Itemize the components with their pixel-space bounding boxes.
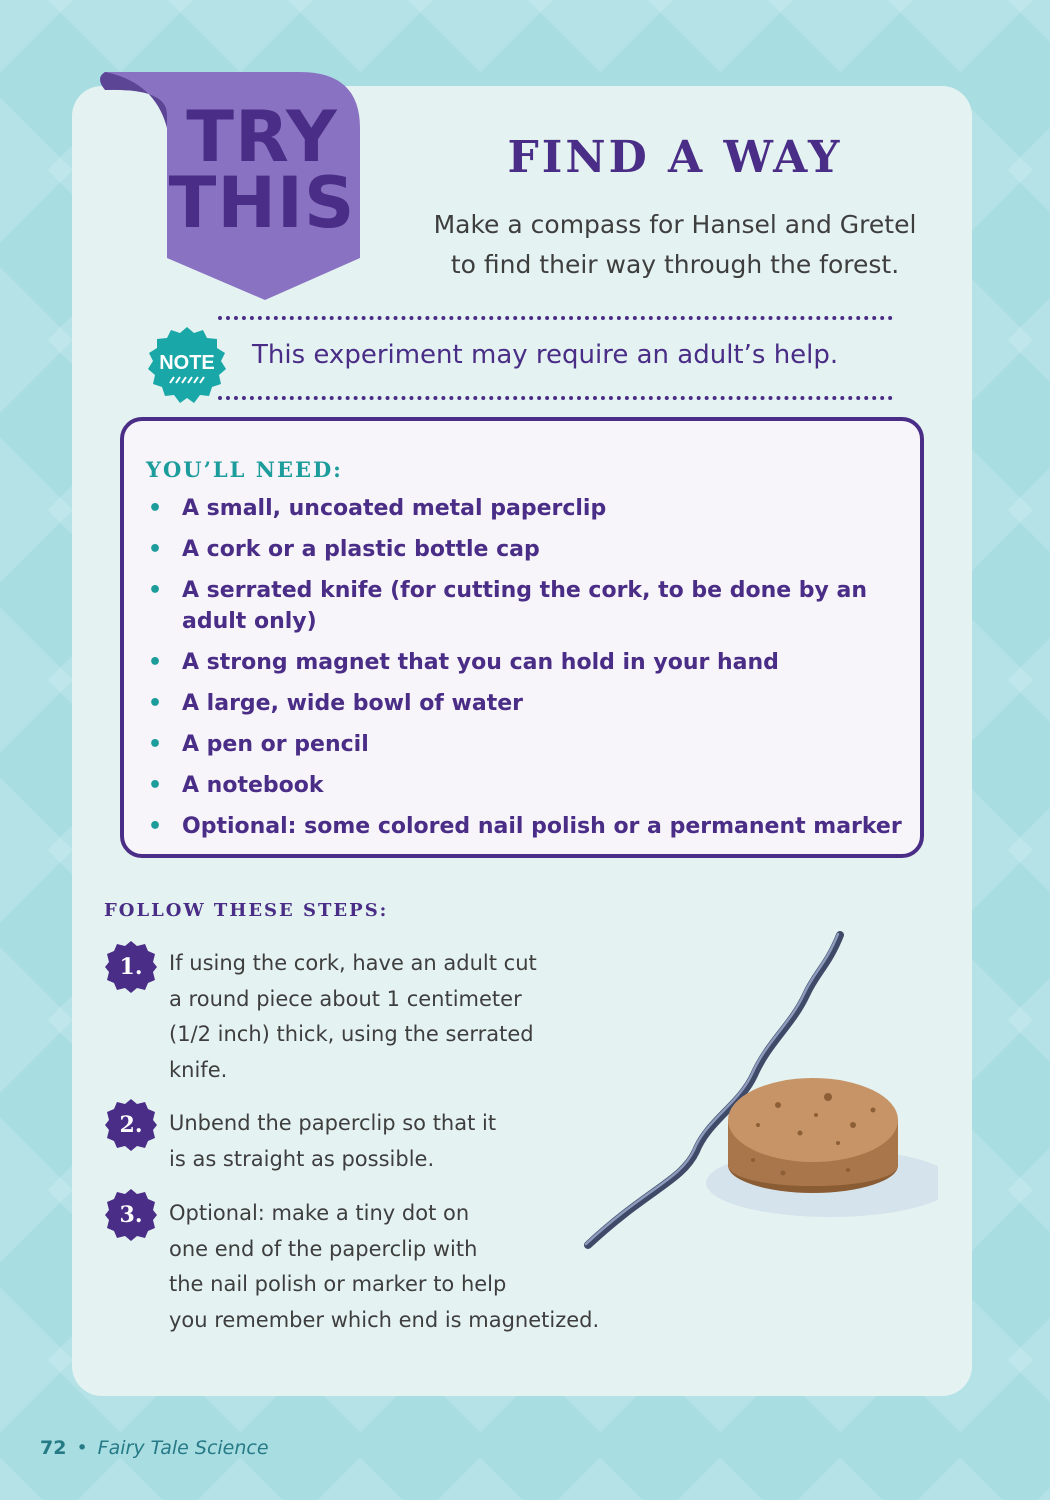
subtitle-line: Make a compass for Hansel and Gretel [433,210,917,239]
step-text [169,946,537,1088]
material-text: A cork or a plastic bottle cap [182,537,540,562]
materials-list [146,493,906,852]
book-title: Fairy Tale Science [97,1437,269,1459]
list-item [146,729,906,760]
try-label: TRY [186,96,338,178]
step-line: a round piece about 1 centimeter [169,986,522,1011]
try-this-banner [95,68,360,303]
note-text: This experiment may require an adult’s help. [252,340,839,370]
bullet-icon: • [148,650,163,675]
this-label: THIS [168,162,356,244]
list-item [146,688,906,719]
material-text: A large, wide bowl of water [182,691,523,716]
step-number: 1. [119,954,143,980]
step-line: (1/2 inch) thick, using the serrated [169,1022,534,1046]
materials-box [120,417,924,858]
page-number: 72 [40,1437,67,1459]
material-text: A small, uncoated metal paperclip [182,496,607,521]
list-item [146,770,906,801]
step-badge-icon [104,940,158,994]
step-line: one end of the paperclip with [169,1236,478,1261]
page-footer [40,1437,269,1459]
bullet-icon: • [148,773,163,798]
footer-separator: • [76,1437,88,1459]
step-line: the nail polish or marker to help [169,1272,507,1296]
subtitle-line: to find their way through the forest. [450,250,900,279]
paperclip-and-cork-illustration [578,925,938,1255]
step-number: 3. [119,1202,143,1228]
activity-subtitle [410,205,940,285]
material-text: Optional: some colored nail polish or a permanent marker [182,814,902,839]
step-badge-icon [104,1188,158,1242]
material-text: A serrated knife (for cutting the cork, to be done by an adult only) [182,578,868,634]
list-item [146,493,906,524]
list-item [146,811,906,842]
cork-slice-icon [706,1078,938,1217]
step-line: knife. [169,1057,228,1082]
dotted-divider-top [218,316,893,320]
bullet-icon: • [148,691,163,716]
step-badge-icon [104,1098,158,1152]
step-line: Optional: make a tiny dot on [169,1201,470,1225]
bullet-icon: • [148,496,163,521]
materials-heading: YOU’LL NEED: [146,457,343,482]
step-line: you remember which end is magnetized. [169,1307,600,1332]
bullet-icon: • [148,578,163,603]
step-line: If using the cork, have an adult cut [169,951,537,975]
step-text [169,1196,599,1338]
note-badge-label: NOTE [159,352,215,374]
note-badge-icon [146,325,228,407]
bullet-icon: • [148,814,163,839]
step-line: Unbend the paperclip so that it [169,1111,497,1135]
material-text: A notebook [182,773,324,798]
material-text: A pen or pencil [182,732,369,757]
step-line: is as straight as possible. [169,1146,435,1171]
step-number: 2. [119,1112,143,1138]
activity-title: FIND A WAY [507,132,843,183]
dotted-divider-bottom [218,396,893,400]
bullet-icon: • [148,537,163,562]
list-item [146,575,906,637]
material-text: A strong magnet that you can hold in your hand [182,650,779,675]
bullet-icon: • [148,732,163,757]
step-text [169,1106,496,1177]
list-item [146,647,906,678]
list-item [146,534,906,565]
steps-heading: FOLLOW THESE STEPS: [104,900,389,921]
